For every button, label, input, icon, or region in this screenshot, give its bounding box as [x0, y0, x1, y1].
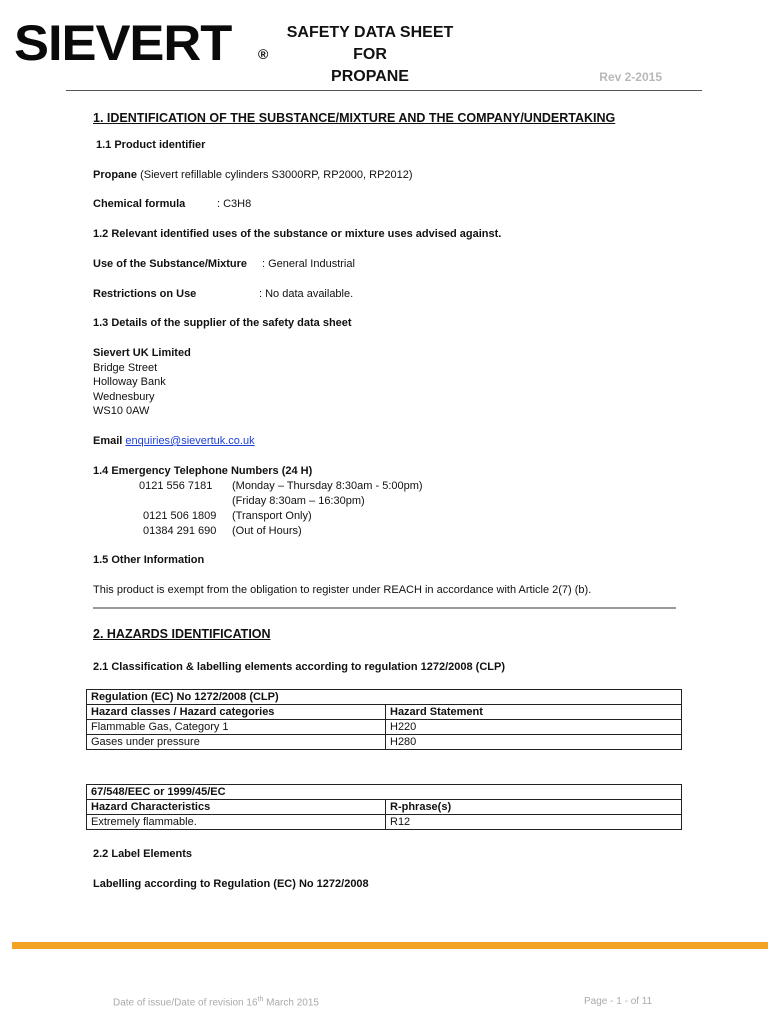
subsection-2-2: 2.2 Label Elements	[93, 848, 193, 860]
product-name: Propane	[93, 169, 138, 181]
other-information: This product is exempt from the obligation to register under REACH in accordance with Article 2(7) (b).	[93, 584, 592, 596]
table-cell: Gases under pressure	[87, 735, 386, 750]
table-title: Regulation (EC) No 1272/2008 (CLP)	[87, 690, 682, 705]
email-link[interactable]: enquiries@sievertuk.co.uk	[125, 435, 255, 447]
address-line: Bridge Street	[93, 362, 158, 374]
issue-date-suffix: March 2015	[263, 997, 319, 1009]
email-row	[93, 435, 255, 447]
issue-date-prefix: Date of issue/Date of revision 16	[113, 997, 258, 1009]
phone-hours: (Monday – Thursday 8:30am - 5:00pm)	[232, 480, 423, 492]
labelling-regulation: Labelling according to Regulation (EC) No 1272/2008	[93, 878, 369, 890]
product-identifier	[93, 169, 413, 181]
subsection-1-3: 1.3 Details of the supplier of the safety data sheet	[93, 317, 352, 329]
table-title-row	[87, 690, 682, 705]
email-label: Email	[93, 435, 123, 447]
subsection-1-5: 1.5 Other Information	[93, 554, 205, 566]
table-title-row	[87, 785, 682, 800]
table-row	[87, 735, 682, 750]
subsection-1-2: 1.2 Relevant identified uses of the substance or mixture uses advised against.	[93, 228, 502, 240]
title-line-2: PROPANE	[331, 68, 409, 85]
subsection-1-1: 1.1 Product identifier	[96, 139, 206, 151]
phone-hours: (Friday 8:30am – 16:30pm)	[232, 495, 365, 507]
column-header: Hazard Statement	[386, 705, 682, 720]
subsection-1-4: 1.4 Emergency Telephone Numbers (24 H)	[93, 465, 313, 477]
table-row	[87, 720, 682, 735]
product-description: (Sievert refillable cylinders S3000RP, RP2000, RP2012)	[137, 169, 413, 181]
section-1-heading: 1. IDENTIFICATION OF THE SUBSTANCE/MIXTURE AND THE COMPANY/UNDERTAKING	[93, 111, 616, 125]
phone-number: 01384 291 690	[143, 525, 217, 537]
title-line-1: SAFETY DATA SHEET FOR	[286, 24, 454, 63]
subsection-2-1: 2.1 Classification & labelling elements according to regulation 1272/2008 (CLP)	[93, 661, 506, 673]
use-label: Use of the Substance/Mixture	[93, 258, 248, 270]
table-title: 67/548/EEC or 1999/45/EC	[87, 785, 682, 800]
address-line: Holloway Bank	[93, 376, 166, 388]
revision-label: Rev 2-2015	[599, 70, 662, 84]
phone-note: (Transport Only)	[232, 510, 312, 522]
section-divider	[93, 607, 676, 609]
issue-date	[113, 996, 319, 1008]
restrictions-value: : No data available.	[259, 288, 354, 300]
table-cell: R12	[386, 815, 682, 830]
section-2-heading: 2. HAZARDS IDENTIFICATION	[93, 627, 271, 641]
column-header: R-phrase(s)	[386, 800, 682, 815]
header-divider	[66, 90, 702, 91]
use-value: : General Industrial	[262, 258, 355, 270]
issue-date-ordinal: th	[257, 996, 264, 1003]
phone-number: 0121 556 7181	[139, 480, 213, 492]
column-header: Hazard classes / Hazard categories	[87, 705, 386, 720]
table-cell: Flammable Gas, Category 1	[87, 720, 386, 735]
registered-mark: ®	[258, 46, 269, 62]
restrictions-label: Restrictions on Use	[93, 288, 197, 300]
document-title	[270, 22, 470, 88]
formula-value: : C3H8	[217, 198, 252, 210]
table-header-row	[87, 705, 682, 720]
column-header: Hazard Characteristics	[87, 800, 386, 815]
phone-note: (Out of Hours)	[232, 525, 302, 537]
table-header-row	[87, 800, 682, 815]
sievert-logo: SIEVERT	[14, 15, 232, 71]
table-row	[87, 815, 682, 830]
eec-hazard-table	[86, 784, 682, 830]
formula-label: Chemical formula	[93, 198, 186, 210]
phone-number: 0121 506 1809	[143, 510, 217, 522]
table-cell: Extremely flammable.	[87, 815, 386, 830]
postcode: WS10 0AW	[93, 405, 150, 417]
footer-accent-bar	[12, 942, 768, 949]
table-cell: H280	[386, 735, 682, 750]
clp-hazard-table	[86, 689, 682, 750]
table-cell: H220	[386, 720, 682, 735]
page-number: Page - 1 - of 11	[584, 996, 653, 1007]
address-line: Wednesbury	[93, 391, 155, 403]
company-name: Sievert UK Limited	[93, 347, 191, 359]
